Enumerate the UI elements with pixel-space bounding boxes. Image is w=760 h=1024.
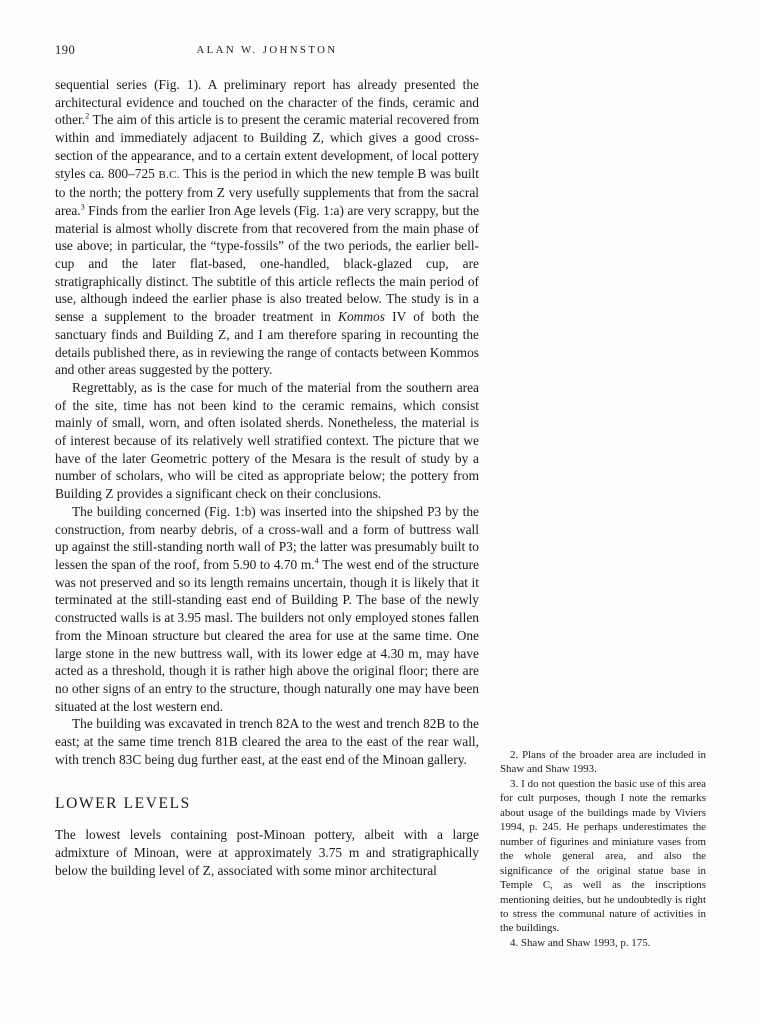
footnote-marker-2: 2	[85, 111, 90, 121]
paragraph-5: The lowest levels containing post-Minoan pottery, albeit with a large admixture of Minoan, were at approximately 3.75 m and stratigraphically below the building level of Z, associated with some minor architectural	[55, 827, 479, 878]
running-head: ALAN W. JOHNSTON	[196, 44, 338, 56]
paragraph-1-text: This is the period in which the new temple B was built to the north; the pottery from Z very usefully supplements that from the sacral area.	[55, 165, 479, 218]
paragraph-2: Regrettably, as is the case for much of the material from the southern area of the site, time has not been kind to the ceramic remains, which consist mainly of small, worn, and often isolated sherds. Nonetheless, the material is of interest because of its relatively well stratified context. The picture that we have of the later Geometric pottery of the Mesara is the result of study by a number of scholars, who will be cited as appropriate below; the pottery from Building Z provides a significant check on their conclusions.	[55, 379, 479, 502]
section-heading: LOWER LEVELS	[55, 795, 191, 813]
paragraph-1-text: Finds from the earlier Iron Age levels (Fig. 1:a) are very scrappy, but the material is almost wholly discrete from that recovered from the main phase of use above; in particular, the “type-fossils” of the two periods, the earlier bell-cup and the later flat-based, one-handled, black-glazed cup, are stratigraphically distinct. The subtitle of this article reflects the main period of use, although indeed the earlier phase is also treated below. The study is in a sense a supplement to the broader treatment in	[55, 202, 479, 325]
paragraph-1-text: The aim of this article is to present the ceramic material recovered from within and immediately adjacent to Building Z, which gives a good cross-section of the appearance, and to a certain extent development, of local pottery styles ca. 800–725	[55, 112, 479, 181]
footnote-marker-3: 3	[80, 202, 85, 212]
paragraph-1-text: IV of both the sanctuary finds and Building Z, and I am therefore sparing in recounting the details published there, as in reviewing the range of contacts between Kommos and other areas suggested by the pottery.	[55, 309, 479, 378]
body-column	[55, 76, 479, 879]
book-title: Kommos	[338, 309, 385, 325]
footnote-4: 4. Shaw and Shaw 1993, p. 175.	[510, 936, 651, 949]
paragraph-3-text: The west end of the structure was not preserved and so its length remains uncertain, though it is likely that it terminated at the still-standing east end of Building P. The base of the newly constructed walls is at 3.95 masl. The builders not only employed stones fallen from the Minoan structure but cleared the area for use at the same time. One large stone in the new buttress wall, with its lower edge at 4.30 m, may have acted as a threshold, though it is rather high above the original floor; there are no other signs of an entry to the structure, though naturally one may have been situated at the lost western end.	[55, 556, 479, 714]
footnote-3: 3. I do not question the basic use of this area for cult purposes, though I note the remarks about usage of the buildings made by Viviers 1994, p. 245. He perhaps underestimates the number of figurines and miniature vases from the whole general area, and also the significance of the original statue base in Temple C, as well as the inscriptions mentioning deities, but he undoubtedly is right to stress the communal nature of activities in the buildings.	[500, 777, 706, 935]
paragraph-3-text: The building concerned (Fig. 1:b) was inserted into the shipshed P3 by the construction, from nearby debris, of a cross-wall and a form of buttress wall up against the still-standing north wall of P3; the latter was presumably built to lessen the span of the roof, from 5.90 to 4.70 m.	[55, 503, 479, 572]
era-abbreviation: B.C.	[158, 168, 180, 181]
page-number: 190	[55, 43, 76, 57]
footnote-marker-4: 4	[314, 556, 319, 566]
footnote-column	[500, 748, 706, 950]
paragraph-4: The building was excavated in trench 82A to the west and trench 82B to the east; at the same time trench 81B cleared the area to the east of the rear wall, with trench 83C being dug further east, at the east end of the Minoan gallery.	[55, 716, 479, 767]
paragraph-3	[55, 503, 479, 715]
paragraph-1-text: sequential series (Fig. 1). A preliminary report has already presented the architectural evidence and touched on the character of the finds, ceramic and other.	[55, 77, 479, 128]
paragraph-1	[55, 76, 479, 379]
page-header	[55, 43, 479, 59]
footnote-2: 2. Plans of the broader area are included in Shaw and Shaw 1993.	[500, 749, 706, 776]
